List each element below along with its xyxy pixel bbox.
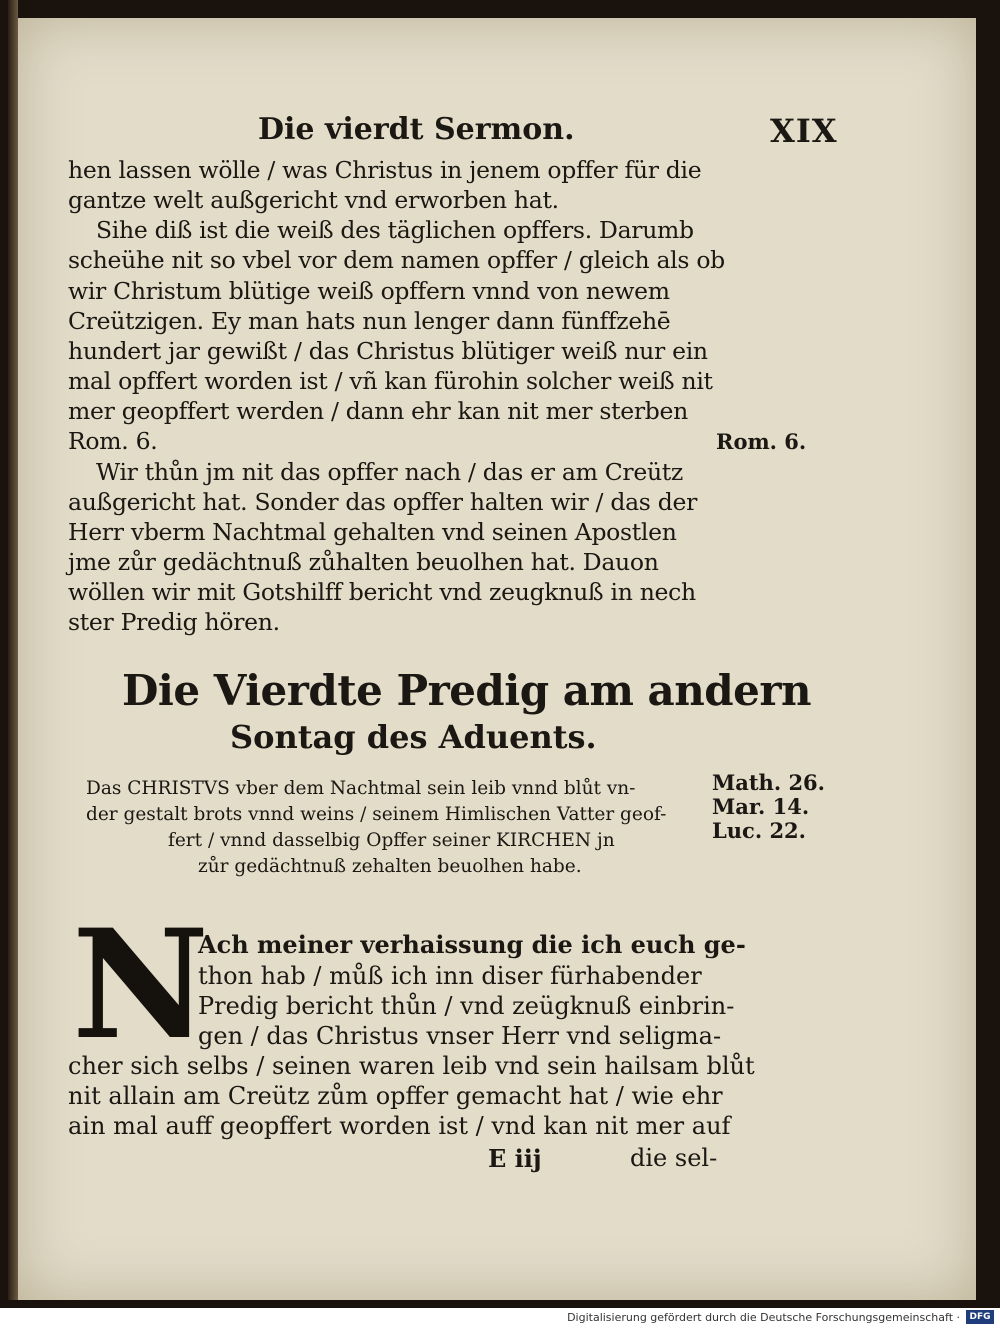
margin-note-rom: Rom. 6. [716, 429, 807, 454]
digitization-note: Digitalisierung gefördert durch die Deutsche Forschungsgemeinschaft · [567, 1311, 960, 1324]
sermon-title-line-2: Sontag des Aduents. [230, 718, 597, 756]
folio-number: XIX [770, 112, 838, 150]
digitization-footer [0, 1308, 1000, 1328]
text-line: Ach meiner verhaissung die ich euch ge- [198, 930, 746, 959]
text-line: Herr vberm Nachtmal gehalten vnd seinen Apostlen [68, 518, 677, 546]
dfg-logo: DFG [966, 1310, 994, 1324]
signature-mark: E iij [488, 1144, 542, 1173]
text-line: gantze welt außgericht vnd erworben hat. [68, 186, 559, 214]
text-line: mal opffert worden ist / vñ kan fürohin solcher weiß nit [68, 367, 713, 395]
text-line: cher sich selbs / seinen waren leib vnd sein hailsam blůt [68, 1052, 755, 1080]
text-line: Creützigen. Ey man hats nun lenger dann fünffzehē [68, 307, 671, 335]
text-line: jme zůr gedächtnuß zůhalten beuolhen hat. Dauon [68, 548, 659, 576]
text-line: wöllen wir mit Gotshilff bericht vnd zeugknuß in nech [68, 578, 696, 606]
text-line: Rom. 6. [68, 427, 158, 455]
book-page [18, 18, 976, 1300]
text-line: nit allain am Creütz zům opffer gemacht hat / wie ehr [68, 1082, 723, 1110]
decorated-initial: N [72, 897, 210, 1073]
text-line: mer geopffert werden / dann ehr kan nit mer sterben [68, 397, 688, 425]
text-line: Sihe diß ist die weiß des täglichen opffers. Darumb [96, 216, 694, 244]
text-line: ain mal auff geopffert worden ist / vnd kan nit mer auf [68, 1112, 731, 1140]
summary-line: der gestalt brots vnnd weins / seinem Himlischen Vatter geof- [86, 804, 667, 825]
text-line: wir Christum blütige weiß opffern vnnd von newem [68, 277, 670, 305]
text-line: thon hab / můß ich inn diser fürhabender [198, 962, 702, 990]
text-line: Wir thůn jm nit das opffer nach / das er am Creütz [96, 458, 684, 486]
text-line: außgericht hat. Sonder das opffer halten wir / das der [68, 488, 698, 516]
text-line: scheühe nit so vbel vor dem namen opffer / gleich als ob [68, 246, 725, 274]
margin-note-math: Math. 26. [712, 770, 825, 795]
summary-line: Das CHRISTVS vber dem Nachtmal sein leib vnnd blůt vn- [86, 778, 636, 799]
text-line: ster Predig hören. [68, 608, 280, 636]
sermon-title-line-1: Die Vierdte Predig am andern [122, 666, 812, 715]
text-line: gen / das Christus vnser Herr vnd seligma- [198, 1022, 722, 1050]
text-line: hundert jar gewißt / das Christus blütiger weiß nur ein [68, 337, 708, 365]
page-spine-edge [8, 0, 18, 1300]
text-line: Predig bericht thůn / vnd zeügknuß einbrin- [198, 992, 735, 1020]
catchword: die sel- [630, 1144, 718, 1172]
text-line: hen lassen wölle / was Christus in jenem opffer für die [68, 156, 702, 184]
summary-line: zůr gedächtnuß zehalten beuolhen habe. [198, 856, 582, 877]
summary-line: fert / vnnd dasselbig Opffer seiner KIRCHEN jn [168, 830, 615, 851]
margin-note-mar: Mar. 14. [712, 794, 810, 819]
margin-note-luc: Luc. 22. [712, 818, 806, 843]
running-head: Die vierdt Sermon. [258, 112, 575, 147]
